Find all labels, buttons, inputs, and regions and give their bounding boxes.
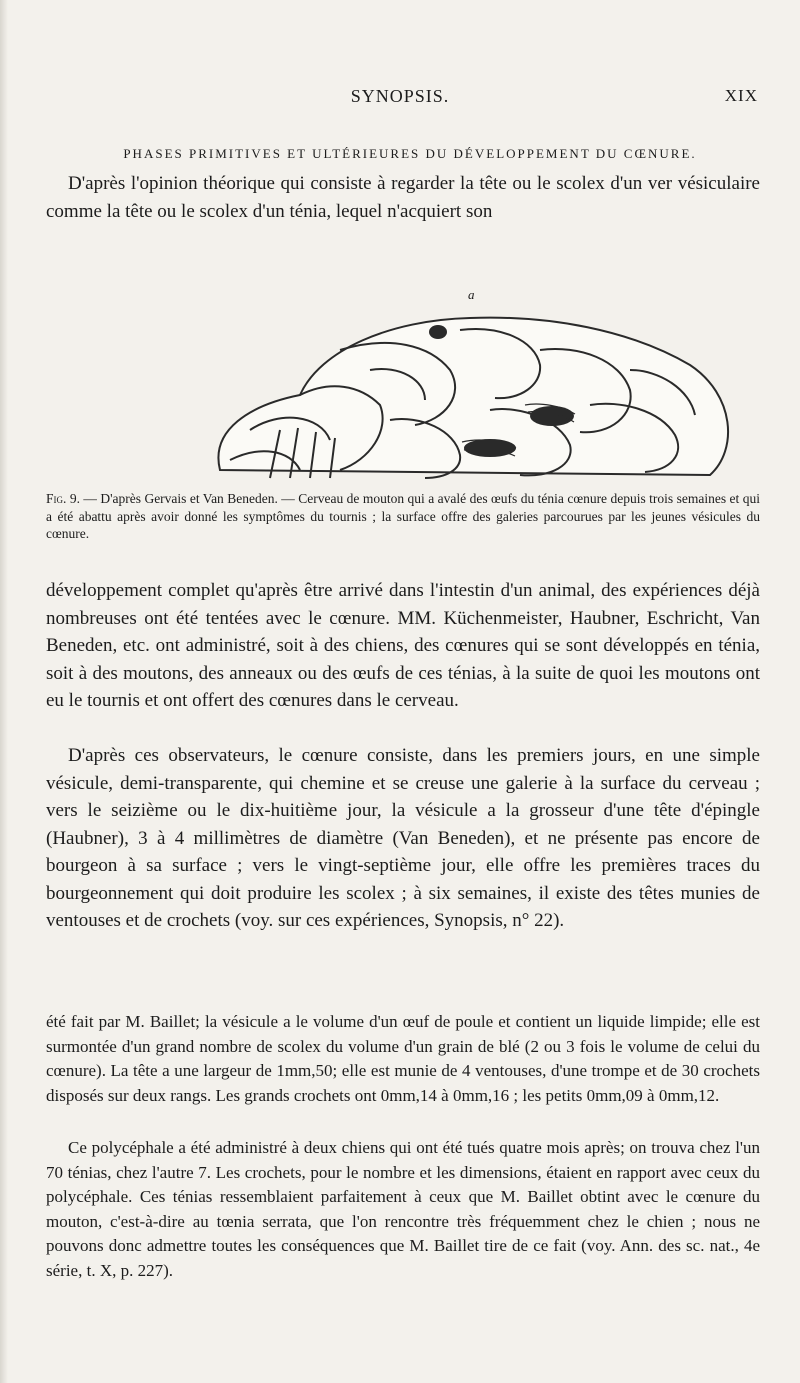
section-heading: PHASES PRIMITIVES ET ULTÉRIEURES DU DÉVELOPPEMENT DU CŒNURE. <box>123 146 697 161</box>
figure-letter: a <box>468 287 475 302</box>
running-head <box>0 86 800 114</box>
page-binding-shadow <box>0 0 8 1383</box>
caption-text: — D'après Gervais et Van Beneden. — Cerveau de mouton qui a avalé des œufs du ténia cœnure depuis trois semaines et qui a été abattu après avoir donné les symptômes du tournis ; la surface offre des galeries parcourues par les jeunes vésicules du cœnure. <box>46 491 760 541</box>
page-number: XIX <box>724 86 758 105</box>
small-paragraph-1: été fait par M. Baillet; la vésicule a le volume d'un œuf de poule et contient un liquide limpide; elle est surmontée d'un grand nombre de scolex du volume d'un grain de blé (2 ou 3 fois le volume de celui du cœnure). La tête a une largeur de 1mm,50; elle est munie de 4 ventouses, d'une trompe et de 30 crochets disposés sur deux rangs. Les grands crochets ont 0mm,14 à 0mm,16 ; les petits 0mm,09 à 0mm,12. <box>46 1012 760 1105</box>
intro-paragraph: D'après l'opinion théorique qui consiste à regarder la tête ou le scolex d'un ver vésiculaire comme la tête ou le scolex d'un ténia, lequel n'acquiert son <box>46 173 760 222</box>
small-paragraph-2: Ce polycéphale a été administré à deux chiens qui ont été tués quatre mois après; on trouva chez l'un 70 ténias, chez l'autre 7. Les crochets, pour le nombre et les dimensions, étaient en rapport avec ceux du polycéphale. Ces ténias ressemblaient parfaitement à ceux que M. Baillet obtint avec le cœnure du mouton, c'est-à-dire au tœnia serrata, que l'on rencontre très fréquemment chez le chien ; nous ne pouvons donc admettre toutes les conséquences que M. Baillet tire de ce fait (voy. Ann. des sc. nat., 4e série, t. X, p. 227). <box>46 1138 760 1280</box>
body-paragraph-1: développement complet qu'après être arrivé dans l'intestin d'un animal, des expériences déjà nombreuses ont été tentées avec le cœnure. MM. Küchenmeister, Haubner, Eschricht, Van Beneden, etc. ont administré, soit à des chiens, des cœnures qui se sont développés en ténia, soit à des moutons, des anneaux ou des œufs de ces ténias, à la suite de quoi les moutons ont eu le tournis et ont offert des cœnures dans le cerveau. <box>46 580 760 711</box>
body-paragraph-2: D'après ces observateurs, le cœnure consiste, dans les premiers jours, en une simple vésicule, demi-transparente, qui chemine et se creuse une galerie à la surface du cerveau ; vers le seizième ou le dix-huitième jour, la vésicule a la grosseur d'une tête d'épingle (Haubner), 3 à 4 millimètres de diamètre (Van Beneden), et ne présente pas encore de bourgeon à sa surface ; vers le vingt-septième jour, elle offre les premières traces du bourgeonnement qui doit produire les scolex ; à six semaines, il existe des têtes munies de ventouses et de crochets (voy. sur ces expériences, Synopsis, n° 22). <box>46 745 760 931</box>
figure-caption <box>46 490 760 543</box>
caption-label: Fig. 9. <box>46 491 80 506</box>
running-title: SYNOPSIS. <box>350 86 450 106</box>
brain-figure <box>190 310 740 485</box>
